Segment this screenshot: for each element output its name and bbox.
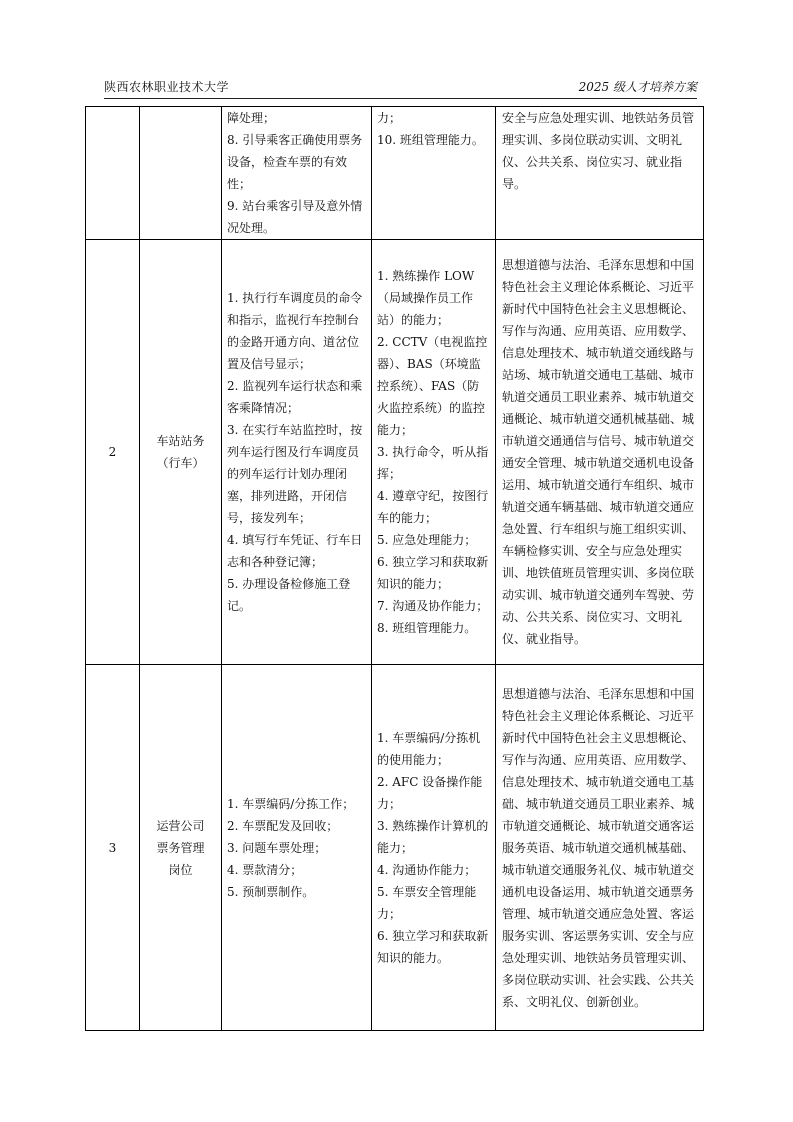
career-position-table <box>85 106 704 1031</box>
page-header <box>104 78 697 99</box>
position-name: 车站站务 （行车） <box>140 240 222 665</box>
work-tasks-text: 1. 车票编码/分拣工作； 2. 车票配发及回收； 3. 问题车票处理； 4. 票款清分； 5. 预制票制作。 <box>227 796 355 899</box>
supporting-courses-text: 思想道德与法治、毛泽东思想和中国特色社会主义理论体系概论、习近平新时代中国特色社会主义思想概论、写作与沟通、应用英语、应用数学、信息处理技术、城市轨道交通线路与站场、城市轨道交通电工基础、城市轨道交通员工职业素养、城市轨道交通概论、城市轨道交通机械基础、城市轨道交通通信与信号、城市轨道交通安全管理、城市轨道交通机电设备运用、城市轨道交通行车组织、城市轨道交通车辆基础、城市轨道交通应急处置、行车组织与施工组织实训、车辆检修实训、安全与应急处理实训、地铁值班员管理实训、多岗位联动实训、城市轨道交通列车驾驶、劳动、公共关系、岗位实习、文明礼仪、就业指导。 <box>502 258 695 646</box>
supporting-courses <box>496 240 704 665</box>
row-number: 3 <box>86 665 140 1031</box>
header-document-title: 2025 级人才培养方案 <box>578 80 697 94</box>
supporting-courses-text: 思想道德与法治、毛泽东思想和中国特色社会主义理论体系概论、习近平新时代中国特色社会主义思想概论、写作与沟通、应用英语、应用数学、信息处理技术、城市轨道交通电工基础、城市轨道交通员工职业素养、城市轨道交通概论、城市轨道交通客运服务英语、城市轨道交通机械基础、城市轨道交通服务礼仪、城市轨道交通机电设备运用、城市轨道交通票务管理、城市轨道交通应急处置、客运服务实训、客运票务实训、安全与应急处理实训、地铁站务员管理实训、多岗位联动实训、社会实践、公共关系、文明礼仪、创新创业。 <box>502 686 695 1009</box>
table-row <box>86 240 704 665</box>
position-name <box>140 107 222 240</box>
position-name: 运营公司 票务管理 岗位 <box>140 665 222 1031</box>
row-number <box>86 107 140 240</box>
work-tasks-text: 障处理； 8. 引导乘客正确使用票务设备，检查车票的有效性； 9. 站台乘客引导及意外情况处理。 <box>227 111 363 235</box>
ability-requirements-text: 1. 车票编码/分拣机的使用能力； 2. AFC 设备操作能力； 3. 熟练操作计算机的能力； 4. 沟通协作能力； 5. 车票安全管理能力； 6. 独立学习和获取新知识的能力。 <box>377 730 489 965</box>
table-row <box>86 665 704 1031</box>
work-tasks <box>222 107 372 240</box>
ability-requirements <box>372 240 496 665</box>
work-tasks <box>222 665 372 1031</box>
work-tasks-text: 1. 执行行车调度员的命令和指示，监视行车控制台的金路开通方向、道岔位置及信号显示； 2. 监视列车运行状态和乘客乘降情况； 3. 在实行车站监控时，按列车运行图及行车调度员的列车运行计划办理闭塞，排列进路，开闭信号，接发列车； 4. 填写行车凭证、行车日志和各种登记簿； 5. 办理设备检修施工登记。 <box>227 291 363 613</box>
supporting-courses <box>496 665 704 1031</box>
ability-requirements-text: 1. 熟练操作 LOW（局域操作员工作站）的能力； 2. CCTV（电视监控器）、BAS（环境监控系统）、FAS（防火监控系统）的监控能力； 3. 执行命令，听从指挥； 4. 遵章守纪，按图行车的能力； 5. 应急处理能力； 6. 独立学习和获取新知识的能力； 7. 沟通及协作能力； 8. 班组管理能力。 <box>377 269 489 635</box>
supporting-courses <box>496 107 704 240</box>
header-school-name: 陕西农林职业技术大学 <box>104 80 230 94</box>
table-row <box>86 107 704 240</box>
ability-requirements-text: 力； 10. 班组管理能力。 <box>377 111 484 147</box>
work-tasks <box>222 240 372 665</box>
supporting-courses-text: 安全与应急处理实训、地铁站务员管理实训、多岗位联动实训、文明礼仪、公共关系、岗位实习、就业指导。 <box>502 111 695 191</box>
row-number: 2 <box>86 240 140 665</box>
ability-requirements <box>372 107 496 240</box>
ability-requirements <box>372 665 496 1031</box>
